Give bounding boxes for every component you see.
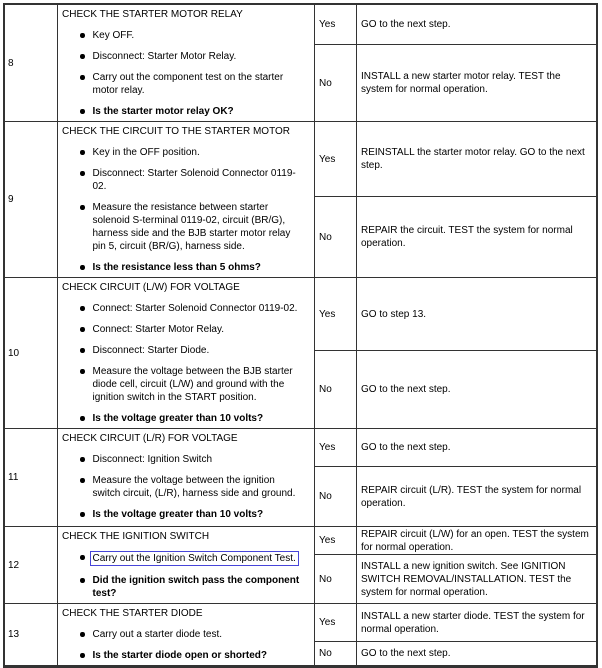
no-subrow [315,642,596,665]
bullet-item: Key in the OFF position. [80,146,310,159]
yes-action: REINSTALL the starter motor relay. GO to the next step. [361,147,585,171]
bullet-item: Carry out a starter diode test. [80,628,310,641]
yes-action: GO to the next step. [361,19,451,30]
bullet-icon [80,75,85,80]
bullet-icon [80,512,85,517]
yes-label: Yes [315,122,357,196]
no-action: GO to the next step. [361,648,451,659]
result-cell [315,278,596,428]
yes-action: INSTALL a new starter diode. TEST the system for normal operation. [361,610,585,635]
bullet-icon [80,171,85,176]
diagnostic-table [3,3,598,668]
bullet-icon [80,348,85,353]
check-title: CHECK THE STARTER MOTOR RELAY [62,9,243,20]
bullet-item: Disconnect: Starter Solenoid Connector 0119-02. [80,167,310,193]
step-number: 8 [5,5,58,121]
bullet-list [62,628,310,662]
bullet-icon [80,632,85,637]
result-cell [315,429,596,526]
table-row-step-12 [5,527,596,604]
no-action: INSTALL a new ignition switch. See IGNITION SWITCH REMOVAL/INSTALLATION. TEST the system for normal operation. [361,560,572,598]
bullet-icon [80,54,85,59]
bullet-item: Disconnect: Starter Motor Relay. [80,50,310,63]
bullet-question: Is the starter motor relay OK? [80,105,310,118]
bullet-item: Key OFF. [80,29,310,42]
yes-label: Yes [315,429,357,466]
bullet-item: Measure the voltage between the BJB starter diode cell, circuit (L/W) and ground with the ignition switch in the START position. [80,365,310,404]
yes-action: GO to step 13. [361,308,427,320]
yes-label: Yes [315,278,357,350]
check-title: CHECK THE STARTER DIODE [62,608,203,619]
no-subrow [315,45,596,121]
table-row-step-8 [5,5,596,122]
test-description-cell [58,604,315,665]
result-cell [315,5,596,121]
bullet-icon [80,478,85,483]
no-label: No [315,45,357,121]
test-description-cell [58,527,315,603]
test-description-cell [58,429,315,526]
test-description-cell [58,5,315,121]
bullet-icon [80,457,85,462]
no-label: No [315,555,357,603]
result-cell [315,604,596,665]
yes-label: Yes [315,5,357,44]
ignition-switch-component-test-link[interactable]: Carry out the Ignition Switch Component Test. [90,551,299,566]
result-cell [315,122,596,277]
bullet-icon [80,33,85,38]
bullet-list [62,146,310,274]
yes-action: GO to the next step. [361,442,451,453]
bullet-icon [80,265,85,270]
step-number: 9 [5,122,58,277]
check-title: CHECK THE CIRCUIT TO THE STARTER MOTOR [62,126,290,137]
step-number: 12 [5,527,58,603]
bullet-icon [80,306,85,311]
bullet-item: Connect: Starter Motor Relay. [80,323,310,336]
bullet-list [62,453,310,521]
yes-action: REPAIR circuit (L/W) for an open. TEST the system for normal operation. [361,528,589,553]
bullet-question: Is the voltage greater than 10 volts? [80,412,310,425]
bullet-item: Connect: Starter Solenoid Connector 0119-02. [80,302,310,315]
no-subrow [315,197,596,277]
no-action: GO to the next step. [361,384,451,395]
test-description-cell [58,122,315,277]
bullet-item: Measure the resistance between starter solenoid S-terminal 0119-02, circuit (BR/G), harness side and the BJB starter motor relay pin 5, circuit (BR/G), harness side. [80,201,310,253]
bullet-icon [80,369,85,374]
yes-label: Yes [315,604,357,641]
bullet-item: Disconnect: Ignition Switch [80,453,310,466]
no-subrow [315,467,596,526]
yes-subrow [315,429,596,467]
bullet-question: Is the voltage greater than 10 volts? [80,508,310,521]
test-description-cell [58,278,315,428]
yes-subrow [315,278,596,351]
no-label: No [315,351,357,428]
bullet-question: Is the resistance less than 5 ohms? [80,261,310,274]
no-action: REPAIR circuit (L/R). TEST the system for normal operation. [361,484,582,509]
no-label: No [315,642,357,665]
bullet-item: Carry out the component test on the starter motor relay. [80,71,310,97]
yes-subrow [315,604,596,642]
bullet-item: Disconnect: Starter Diode. [80,344,310,357]
no-action: INSTALL a new starter motor relay. TEST the system for normal operation. [361,71,561,95]
bullet-item [80,551,310,566]
step-number: 10 [5,278,58,428]
yes-label: Yes [315,527,357,554]
bullet-icon [80,205,85,210]
check-title: CHECK CIRCUIT (L/W) FOR VOLTAGE [62,282,240,293]
check-title: CHECK CIRCUIT (L/R) FOR VOLTAGE [62,433,238,444]
table-row-step-11 [5,429,596,527]
bullet-list [62,302,310,425]
bullet-question: Is the starter diode open or shorted? [80,649,310,662]
bullet-item: Measure the voltage between the ignition switch circuit, (L/R), harness side and ground. [80,474,310,500]
table-row-step-13 [5,604,596,665]
step-number: 11 [5,429,58,526]
yes-subrow [315,122,596,197]
bullet-icon [80,150,85,155]
table-row-step-10 [5,278,596,429]
yes-subrow [315,527,596,555]
no-action: REPAIR the circuit. TEST the system for normal operation. [361,225,573,249]
bullet-icon [80,653,85,658]
result-cell [315,527,596,603]
yes-subrow [315,5,596,45]
bullet-icon [80,555,85,560]
no-label: No [315,197,357,277]
bullet-icon [80,109,85,114]
bullet-icon [80,327,85,332]
bullet-icon [80,578,85,583]
bullet-icon [80,416,85,421]
bullet-question: Did the ignition switch pass the component test? [80,574,310,600]
bullet-list [62,551,310,600]
table-row-step-9 [5,122,596,278]
no-subrow [315,351,596,428]
step-number: 13 [5,604,58,665]
no-subrow [315,555,596,603]
no-label: No [315,467,357,526]
bullet-list [62,29,310,118]
check-title: CHECK THE IGNITION SWITCH [62,531,210,542]
